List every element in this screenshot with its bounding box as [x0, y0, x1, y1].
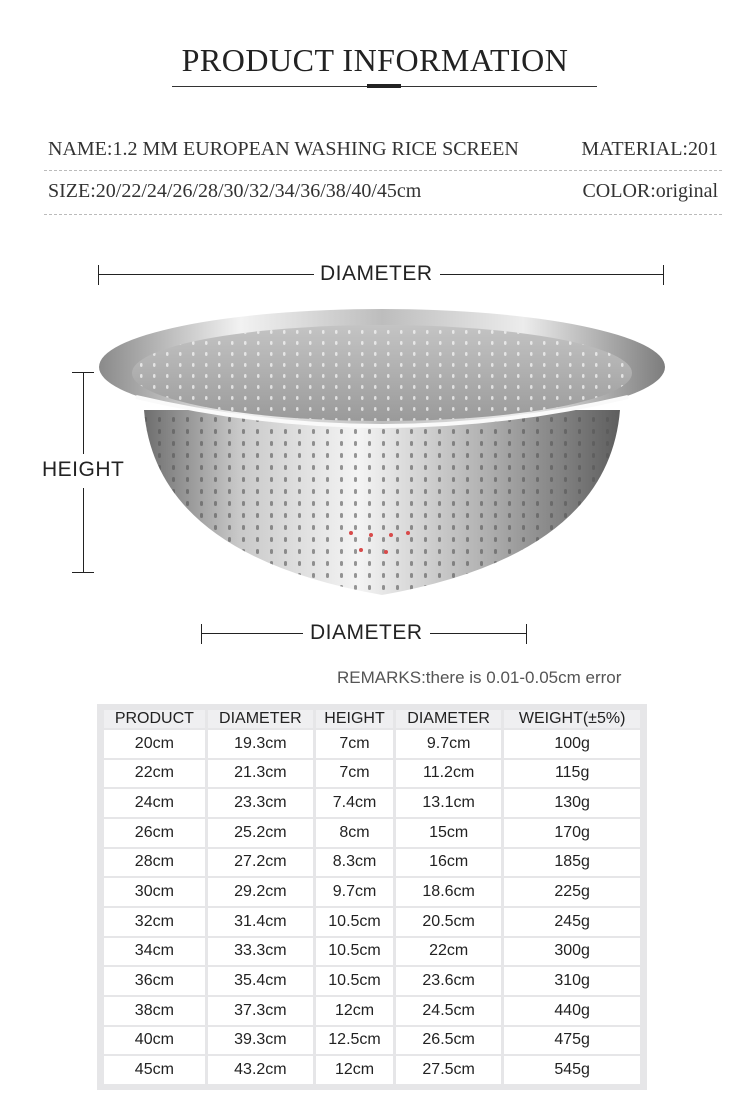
- size-table: [97, 704, 647, 1090]
- dimension-line: [201, 633, 303, 634]
- info-row-size: [48, 180, 718, 203]
- table-row: [104, 849, 640, 877]
- table-cell: 7cm: [316, 730, 393, 758]
- table-cell: 12cm: [316, 997, 393, 1025]
- dimension-line: [98, 274, 314, 275]
- table-cell: 34cm: [104, 938, 205, 966]
- table-cell: 185g: [504, 849, 640, 877]
- table-cell: 9.7cm: [396, 730, 501, 758]
- table-cell: 11.2cm: [396, 760, 501, 788]
- table-row: [104, 730, 640, 758]
- column-header: DIAMETER: [396, 710, 501, 728]
- table-cell: 26cm: [104, 819, 205, 847]
- table-cell: 30cm: [104, 878, 205, 906]
- table-row: [104, 938, 640, 966]
- column-header: HEIGHT: [316, 710, 393, 728]
- table-cell: 7cm: [316, 760, 393, 788]
- table-cell: 27.5cm: [396, 1056, 501, 1084]
- column-header: WEIGHT(±5%): [504, 710, 640, 728]
- info-divider: [44, 170, 722, 171]
- table-cell: 15cm: [396, 819, 501, 847]
- table-cell: 28cm: [104, 849, 205, 877]
- table-cell: 300g: [504, 938, 640, 966]
- table-header-row: [104, 710, 640, 728]
- table-cell: 12cm: [316, 1056, 393, 1084]
- table-row: [104, 1027, 640, 1055]
- table-cell: 16cm: [396, 849, 501, 877]
- table-cell: 545g: [504, 1056, 640, 1084]
- remarks-note: REMARKS:there is 0.01-0.05cm error: [337, 668, 622, 687]
- info-row-name: [48, 138, 718, 161]
- table-cell: 13.1cm: [396, 789, 501, 817]
- title-accent-bar: [367, 84, 401, 88]
- table-cell: 21.3cm: [208, 760, 313, 788]
- table-cell: 245g: [504, 908, 640, 936]
- table-cell: 130g: [504, 789, 640, 817]
- table-row: [104, 908, 640, 936]
- height-label: HEIGHT: [42, 458, 125, 481]
- table-cell: 8.3cm: [316, 849, 393, 877]
- table-cell: 475g: [504, 1027, 640, 1055]
- table-row: [104, 967, 640, 995]
- table-cell: 33.3cm: [208, 938, 313, 966]
- table-cell: 10.5cm: [316, 967, 393, 995]
- column-header: PRODUCT: [104, 710, 205, 728]
- table-cell: 20cm: [104, 730, 205, 758]
- table-row: [104, 997, 640, 1025]
- table-cell: 9.7cm: [316, 878, 393, 906]
- table-cell: 27.2cm: [208, 849, 313, 877]
- table-cell: 10.5cm: [316, 908, 393, 936]
- table-cell: 40cm: [104, 1027, 205, 1055]
- table-cell: 45cm: [104, 1056, 205, 1084]
- dimension-line: [440, 274, 664, 275]
- table-cell: 38cm: [104, 997, 205, 1025]
- dimension-line: [83, 372, 84, 454]
- table-row: [104, 760, 640, 788]
- table-cell: 25.2cm: [208, 819, 313, 847]
- table-cell: 8cm: [316, 819, 393, 847]
- table-cell: 22cm: [104, 760, 205, 788]
- dimension-tick: [526, 624, 527, 644]
- dimension-line: [83, 488, 84, 572]
- product-material: MATERIAL:201: [581, 138, 718, 160]
- table-cell: 26.5cm: [396, 1027, 501, 1055]
- dimension-line: [430, 633, 527, 634]
- top-diameter-label: DIAMETER: [320, 262, 433, 285]
- table-cell: 35.4cm: [208, 967, 313, 995]
- table-cell: 32cm: [104, 908, 205, 936]
- page-title: PRODUCT INFORMATION: [181, 42, 569, 78]
- table-cell: 23.6cm: [396, 967, 501, 995]
- table-cell: 24cm: [104, 789, 205, 817]
- table-cell: 24.5cm: [396, 997, 501, 1025]
- table-row: [104, 789, 640, 817]
- table-cell: 310g: [504, 967, 640, 995]
- colander-bowl-image: [96, 305, 668, 605]
- table-row: [104, 1056, 640, 1084]
- dimension-tick: [201, 624, 202, 644]
- table-cell: 7.4cm: [316, 789, 393, 817]
- table-cell: 225g: [504, 878, 640, 906]
- table-cell: 115g: [504, 760, 640, 788]
- table-cell: 37.3cm: [208, 997, 313, 1025]
- table-cell: 20.5cm: [396, 908, 501, 936]
- table-row: [104, 878, 640, 906]
- dimension-tick: [72, 572, 94, 573]
- table-cell: 170g: [504, 819, 640, 847]
- table-cell: 29.2cm: [208, 878, 313, 906]
- table-cell: 31.4cm: [208, 908, 313, 936]
- table-cell: 22cm: [396, 938, 501, 966]
- column-header: DIAMETER: [208, 710, 313, 728]
- table-cell: 12.5cm: [316, 1027, 393, 1055]
- table-cell: 19.3cm: [208, 730, 313, 758]
- product-sizes: SIZE:20/22/24/26/28/30/32/34/36/38/40/45cm: [48, 180, 422, 202]
- table-cell: 440g: [504, 997, 640, 1025]
- dimension-tick: [98, 265, 99, 285]
- table-cell: 43.2cm: [208, 1056, 313, 1084]
- product-color: COLOR:original: [582, 180, 718, 202]
- table-cell: 10.5cm: [316, 938, 393, 966]
- table-cell: 18.6cm: [396, 878, 501, 906]
- dimension-tick: [663, 265, 664, 285]
- table-row: [104, 819, 640, 847]
- info-divider: [44, 214, 722, 215]
- table-cell: 23.3cm: [208, 789, 313, 817]
- table-cell: 36cm: [104, 967, 205, 995]
- table-cell: 39.3cm: [208, 1027, 313, 1055]
- product-name: NAME:1.2 MM EUROPEAN WASHING RICE SCREEN: [48, 138, 519, 160]
- table-cell: 100g: [504, 730, 640, 758]
- bottom-diameter-label: DIAMETER: [310, 621, 423, 644]
